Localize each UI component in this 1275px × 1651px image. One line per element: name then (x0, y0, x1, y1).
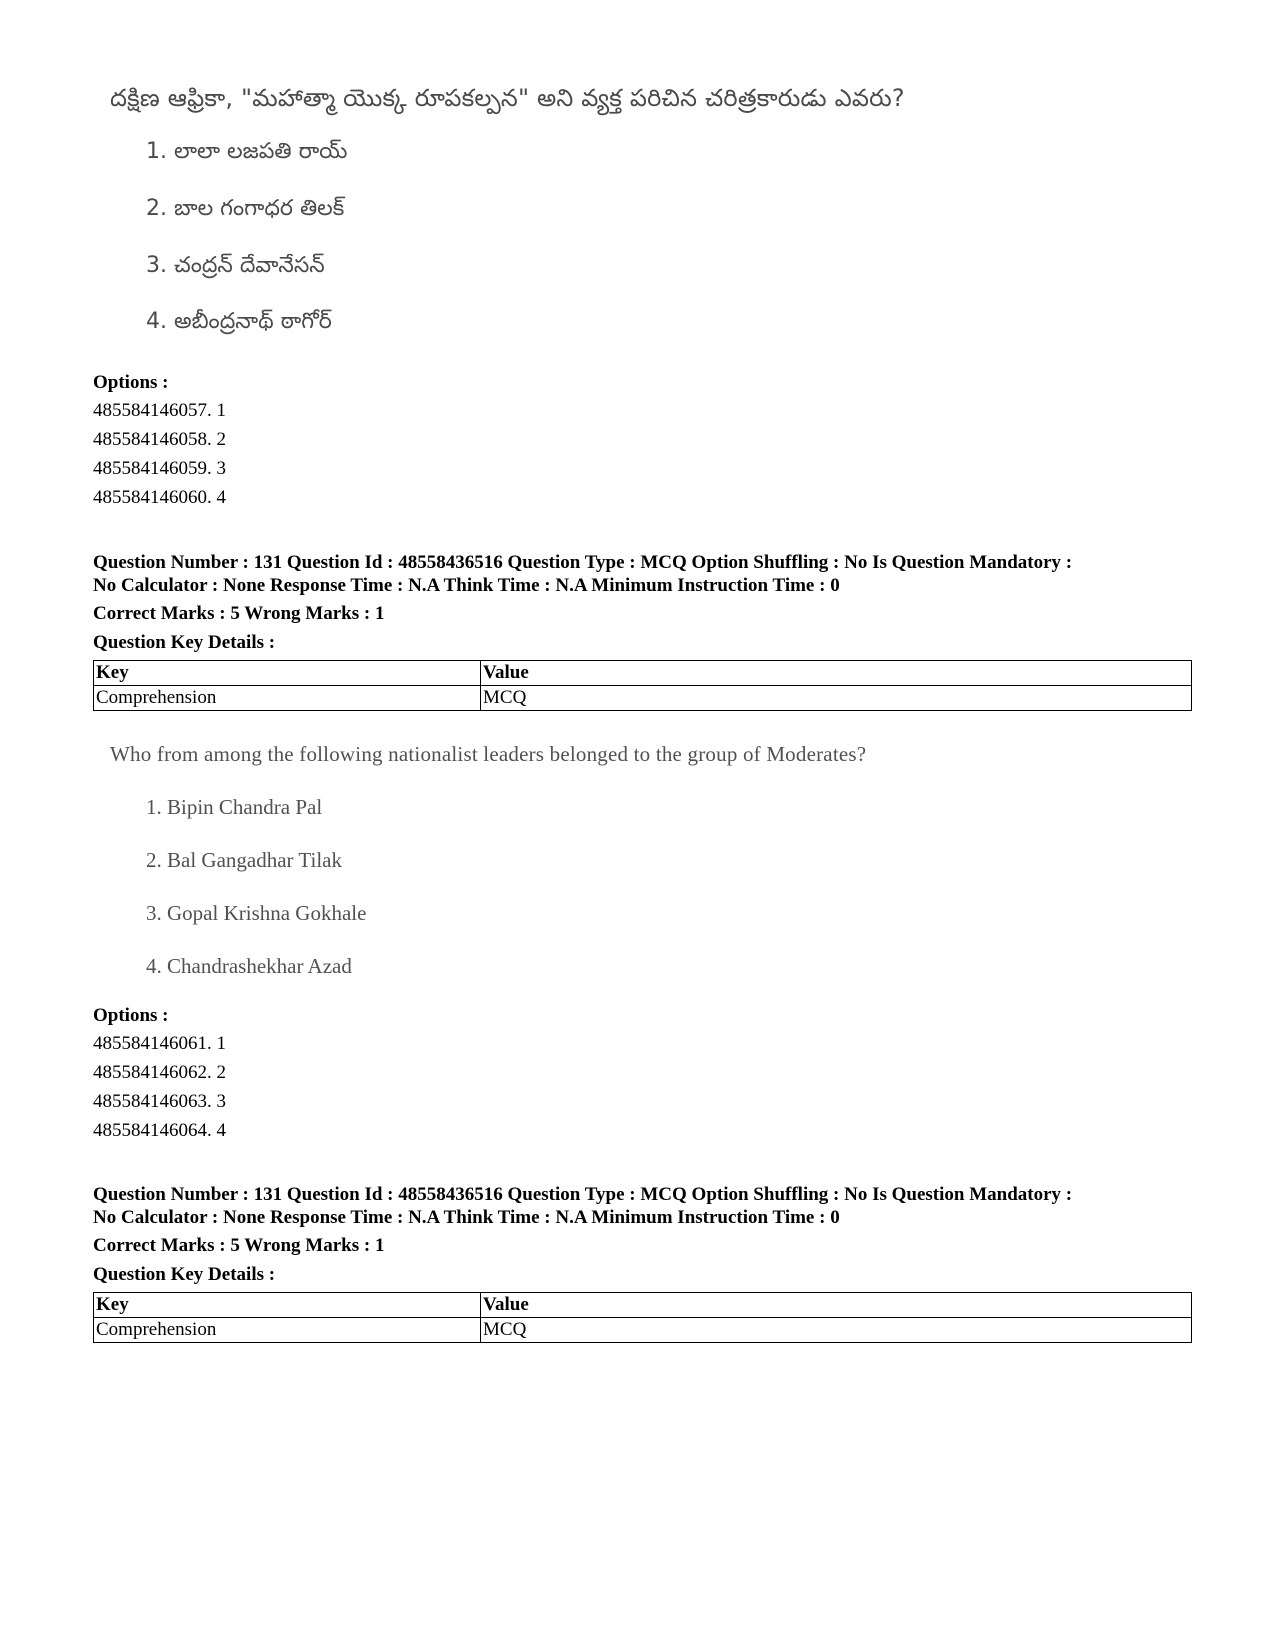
table-header-value: Value (481, 1293, 1192, 1318)
question-meta (93, 1183, 1203, 1229)
option-line: 485584146062. 2 (93, 1062, 226, 1083)
key-details-table (93, 1292, 1192, 1343)
options-label: Options : (93, 1005, 169, 1026)
question-choice-1: 1. Bipin Chandra Pal (146, 795, 323, 819)
question-meta-line-1: Question Number : 131 Question Id : 48558436516 Question Type : MCQ Option Shuffling : No Is Question Mandatory : (93, 552, 1073, 573)
marks-line: Correct Marks : 5 Wrong Marks : 1 (93, 603, 385, 624)
question-choice-4: 4. అబీంద్రనాథ్ ఠాగోర్ (146, 309, 332, 334)
table-header-key: Key (94, 661, 481, 686)
option-line: 485584146064. 4 (93, 1120, 226, 1141)
question-choice-3: 3. చంద్రన్ దేవానేసన్ (146, 253, 325, 278)
question-choice-2: 2. బాల గంగాధర తిలక్ (146, 196, 345, 221)
option-line: 485584146058. 2 (93, 429, 226, 450)
table-row (94, 686, 1192, 711)
question-meta-line-2: No Calculator : None Response Time : N.A Think Time : N.A Minimum Instruction Time : 0 (93, 1207, 840, 1228)
question-stem: Who from among the following nationalist leaders belonged to the group of Moderates? (110, 742, 867, 766)
question-meta-line-1: Question Number : 131 Question Id : 48558436516 Question Type : MCQ Option Shuffling : No Is Question Mandatory : (93, 1184, 1073, 1205)
option-line: 485584146059. 3 (93, 458, 226, 479)
table-header-row (94, 1293, 1192, 1318)
question-choice-2: 2. Bal Gangadhar Tilak (146, 848, 342, 872)
table-cell-value: MCQ (481, 686, 1192, 711)
question-image-english (110, 742, 1010, 982)
table-row (94, 1318, 1192, 1343)
question-meta-line-2: No Calculator : None Response Time : N.A Think Time : N.A Minimum Instruction Time : 0 (93, 575, 840, 596)
question-choice-3: 3. Gopal Krishna Gokhale (146, 901, 367, 925)
key-details-table (93, 660, 1192, 711)
question-meta (93, 551, 1203, 597)
options-label: Options : (93, 372, 169, 393)
question-image-telugu (110, 84, 1010, 344)
table-header-row (94, 661, 1192, 686)
question-stem: దక్షిణ ఆఫ్రికా, "మహాత్మా యొక్క రూపకల్పన" అని వ్యక్త పరిచిన చరిత్రకారుడు ఎవరు? (110, 84, 905, 112)
question-choice-1: 1. లాలా లజపతి రాయ్ (146, 139, 348, 164)
option-line: 485584146063. 3 (93, 1091, 226, 1112)
table-cell-key: Comprehension (94, 1318, 481, 1343)
table-header-value: Value (481, 661, 1192, 686)
table-cell-value: MCQ (481, 1318, 1192, 1343)
marks-line: Correct Marks : 5 Wrong Marks : 1 (93, 1235, 385, 1256)
question-choice-4: 4. Chandrashekhar Azad (146, 954, 352, 978)
key-details-label: Question Key Details : (93, 632, 276, 653)
option-line: 485584146061. 1 (93, 1033, 226, 1054)
table-cell-key: Comprehension (94, 686, 481, 711)
option-line: 485584146060. 4 (93, 487, 226, 508)
table-header-key: Key (94, 1293, 481, 1318)
key-details-label: Question Key Details : (93, 1264, 276, 1285)
option-line: 485584146057. 1 (93, 400, 226, 421)
